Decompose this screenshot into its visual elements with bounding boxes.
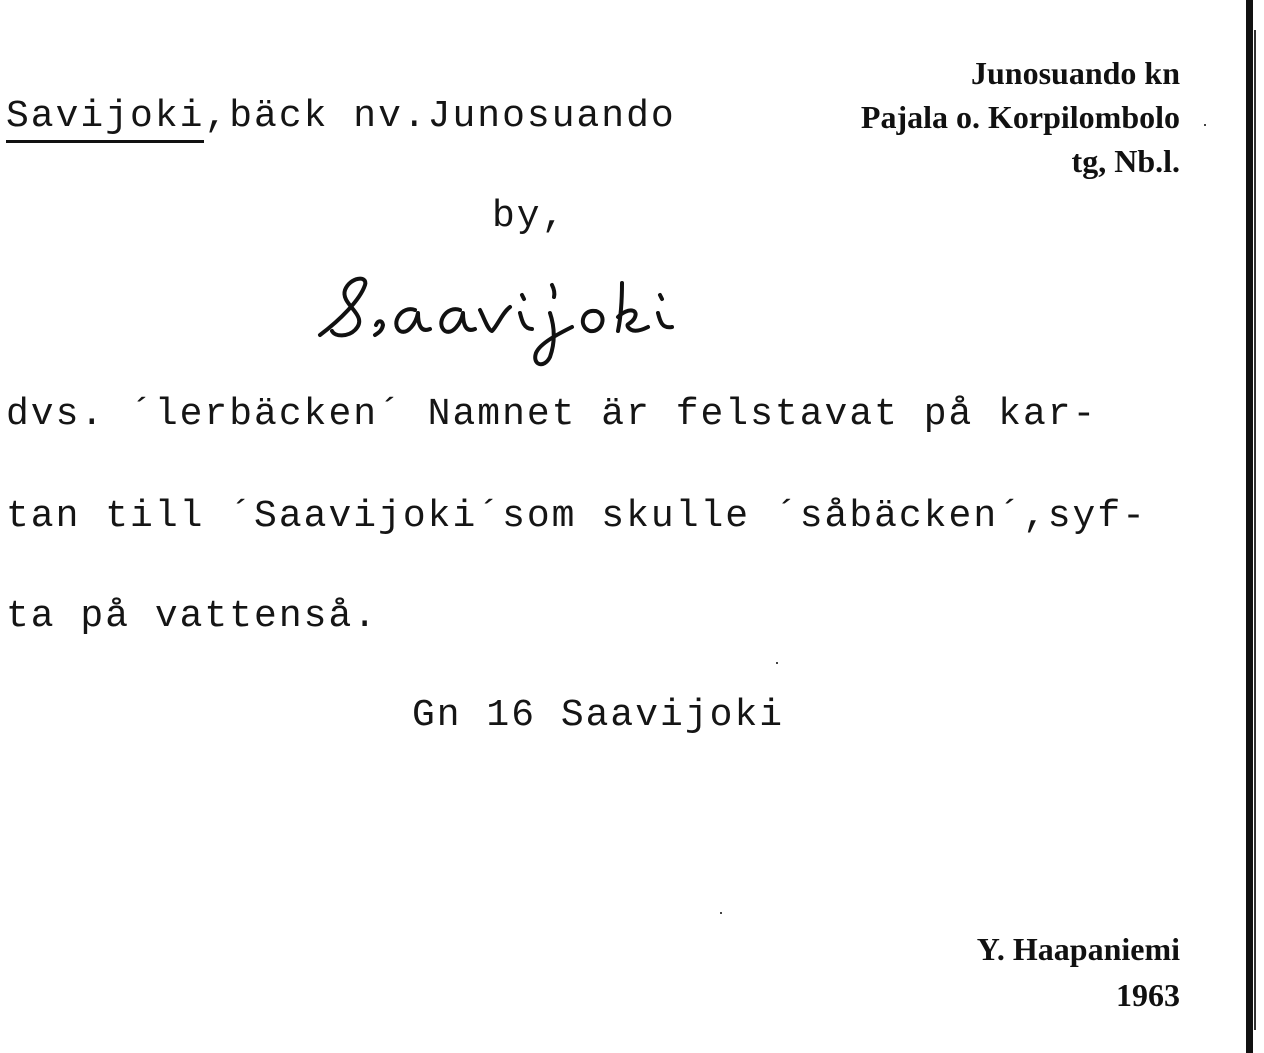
author-year: 1963 [1116,977,1180,1013]
entry-heading-rest: ,bäck nv.Junosuando [204,95,676,138]
card-edge [1246,0,1253,1053]
body-line-3: ta på vattenså. [6,595,379,638]
entry-heading [6,95,676,138]
location-line-3: tg, Nb.l. [1071,143,1180,179]
handwritten-name [310,265,830,375]
speck [1204,124,1206,126]
speck [720,912,722,914]
entry-headword: Savijoki [6,95,204,143]
speck [776,662,778,664]
location-line-2: Pajala o. Korpilombolo [860,99,1180,135]
author-name: Y. Haapaniemi [976,931,1180,967]
body-line-1: dvs. ´lerbäcken´ Namnet är felstavat på kar- [6,393,1098,436]
card-edge-shadow [1254,30,1256,1030]
entry-heading-continuation: by, [492,195,567,238]
map-reference: Gn 16 Saavijoki [412,694,785,737]
body-line-2: tan till ´Saavijoki´som skulle ´såbäcken´,syf- [6,495,1147,538]
location-line-1: Junosuando kn [970,55,1180,91]
